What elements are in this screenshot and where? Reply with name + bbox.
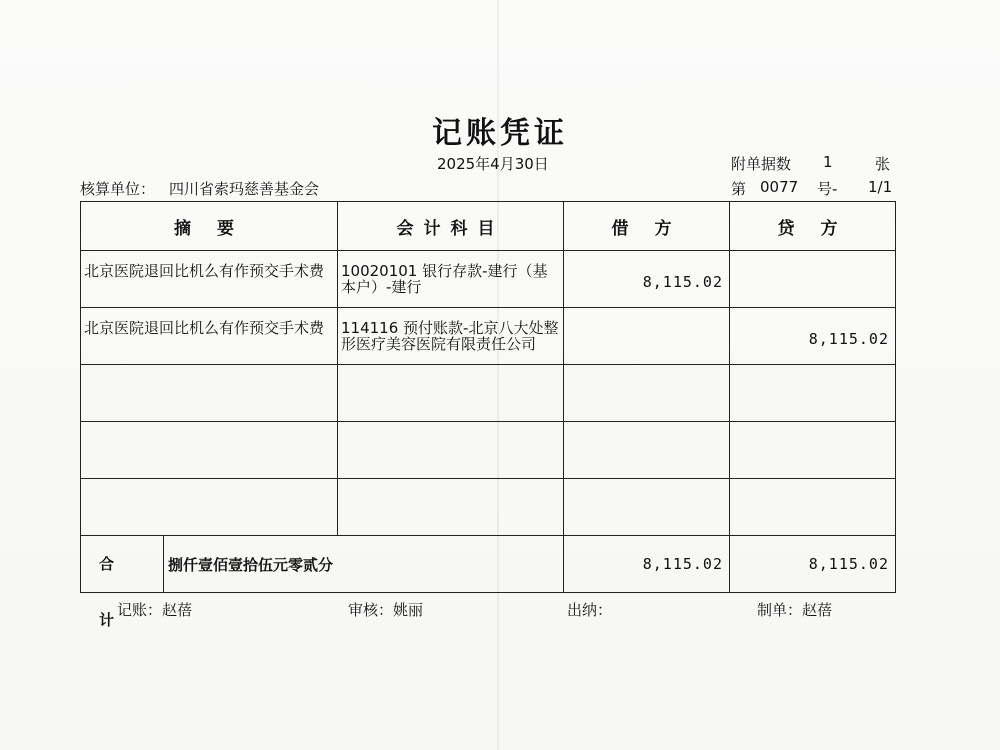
header-debit: 借 方 <box>564 202 730 251</box>
total-credit: 8,115.02 <box>808 555 889 573</box>
row-summary-cell <box>81 308 338 365</box>
voucher-title: 记账凭证 <box>432 116 568 151</box>
row-account: 114116 预付账款-北京八大处整形医疗美容医院有限责任公司 <box>341 319 559 353</box>
attachments-label: 附单据数 <box>731 155 792 173</box>
row-debit <box>564 365 729 387</box>
row-debit-cell <box>564 422 730 479</box>
row-credit-cell <box>730 422 896 479</box>
row-summary <box>81 365 337 377</box>
row-account <box>338 422 563 434</box>
row-summary-cell <box>81 251 338 308</box>
voucher-page: 1/1 <box>868 178 893 196</box>
row-account-cell <box>338 422 564 479</box>
row-debit: 8,115.02 <box>642 273 723 291</box>
voucher-date: 2025年4月30日 <box>437 155 549 173</box>
attachments-unit: 张 <box>875 155 891 173</box>
row-credit <box>730 251 895 273</box>
row-credit <box>730 365 895 387</box>
row-debit-cell <box>564 251 730 308</box>
unit-name: 四川省索玛慈善基金会 <box>169 180 320 198</box>
row-summary <box>81 422 337 434</box>
table-header-row <box>81 202 896 251</box>
row-debit <box>564 422 729 444</box>
voucher-no-suffix: 号- <box>817 180 838 198</box>
total-label: 合 计 <box>81 536 164 592</box>
row-account-cell <box>338 251 564 308</box>
footer-cashier: 出纳： <box>567 601 613 619</box>
row-debit-cell <box>564 308 730 365</box>
table-row <box>81 422 896 479</box>
total-debit-cell <box>564 536 730 593</box>
row-summary-cell <box>81 479 338 536</box>
row-account <box>338 479 563 491</box>
voucher-no-number: 0077 <box>760 178 799 196</box>
total-row <box>81 536 896 593</box>
row-credit-cell <box>730 365 896 422</box>
total-amount-words: 捌仟壹佰壹拾伍元零贰分 <box>168 555 334 574</box>
table-row <box>81 365 896 422</box>
table-row <box>81 308 896 365</box>
row-debit <box>564 479 729 501</box>
row-credit-cell <box>730 479 896 536</box>
unit-label: 核算单位： <box>80 180 156 198</box>
header-summary: 摘 要 <box>81 202 338 251</box>
table-row <box>81 479 896 536</box>
footer-preparer: 制单：赵蓓 <box>757 601 833 619</box>
voucher-no-prefix: 第 <box>731 180 747 198</box>
row-summary <box>81 479 337 491</box>
row-credit-cell <box>730 251 896 308</box>
table-row <box>81 251 896 308</box>
total-debit: 8,115.02 <box>642 555 723 573</box>
footer-reviewer: 审核：姚丽 <box>348 601 424 619</box>
row-summary: 北京医院退回比机么有作预交手术费 <box>84 262 325 280</box>
total-credit-cell <box>730 536 896 593</box>
row-summary-cell <box>81 365 338 422</box>
attachments-count: 1 <box>823 153 833 171</box>
row-account-cell <box>338 365 564 422</box>
row-account <box>338 365 563 377</box>
row-credit-cell <box>730 308 896 365</box>
footer-bookkeeper: 记账：赵蓓 <box>117 601 193 619</box>
row-credit: 8,115.02 <box>808 330 889 348</box>
header-credit: 贷 方 <box>730 202 896 251</box>
row-account-cell <box>338 308 564 365</box>
row-account: 10020101 银行存款-建行（基本户）-建行 <box>341 262 548 296</box>
row-debit-cell <box>564 479 730 536</box>
row-debit-cell <box>564 365 730 422</box>
row-credit <box>730 479 895 501</box>
header-account: 会计科目 <box>338 202 564 251</box>
row-credit <box>730 422 895 444</box>
row-summary: 北京医院退回比机么有作预交手术费 <box>84 319 325 337</box>
row-summary-cell <box>81 422 338 479</box>
row-account-cell <box>338 479 564 536</box>
row-debit <box>564 308 729 330</box>
